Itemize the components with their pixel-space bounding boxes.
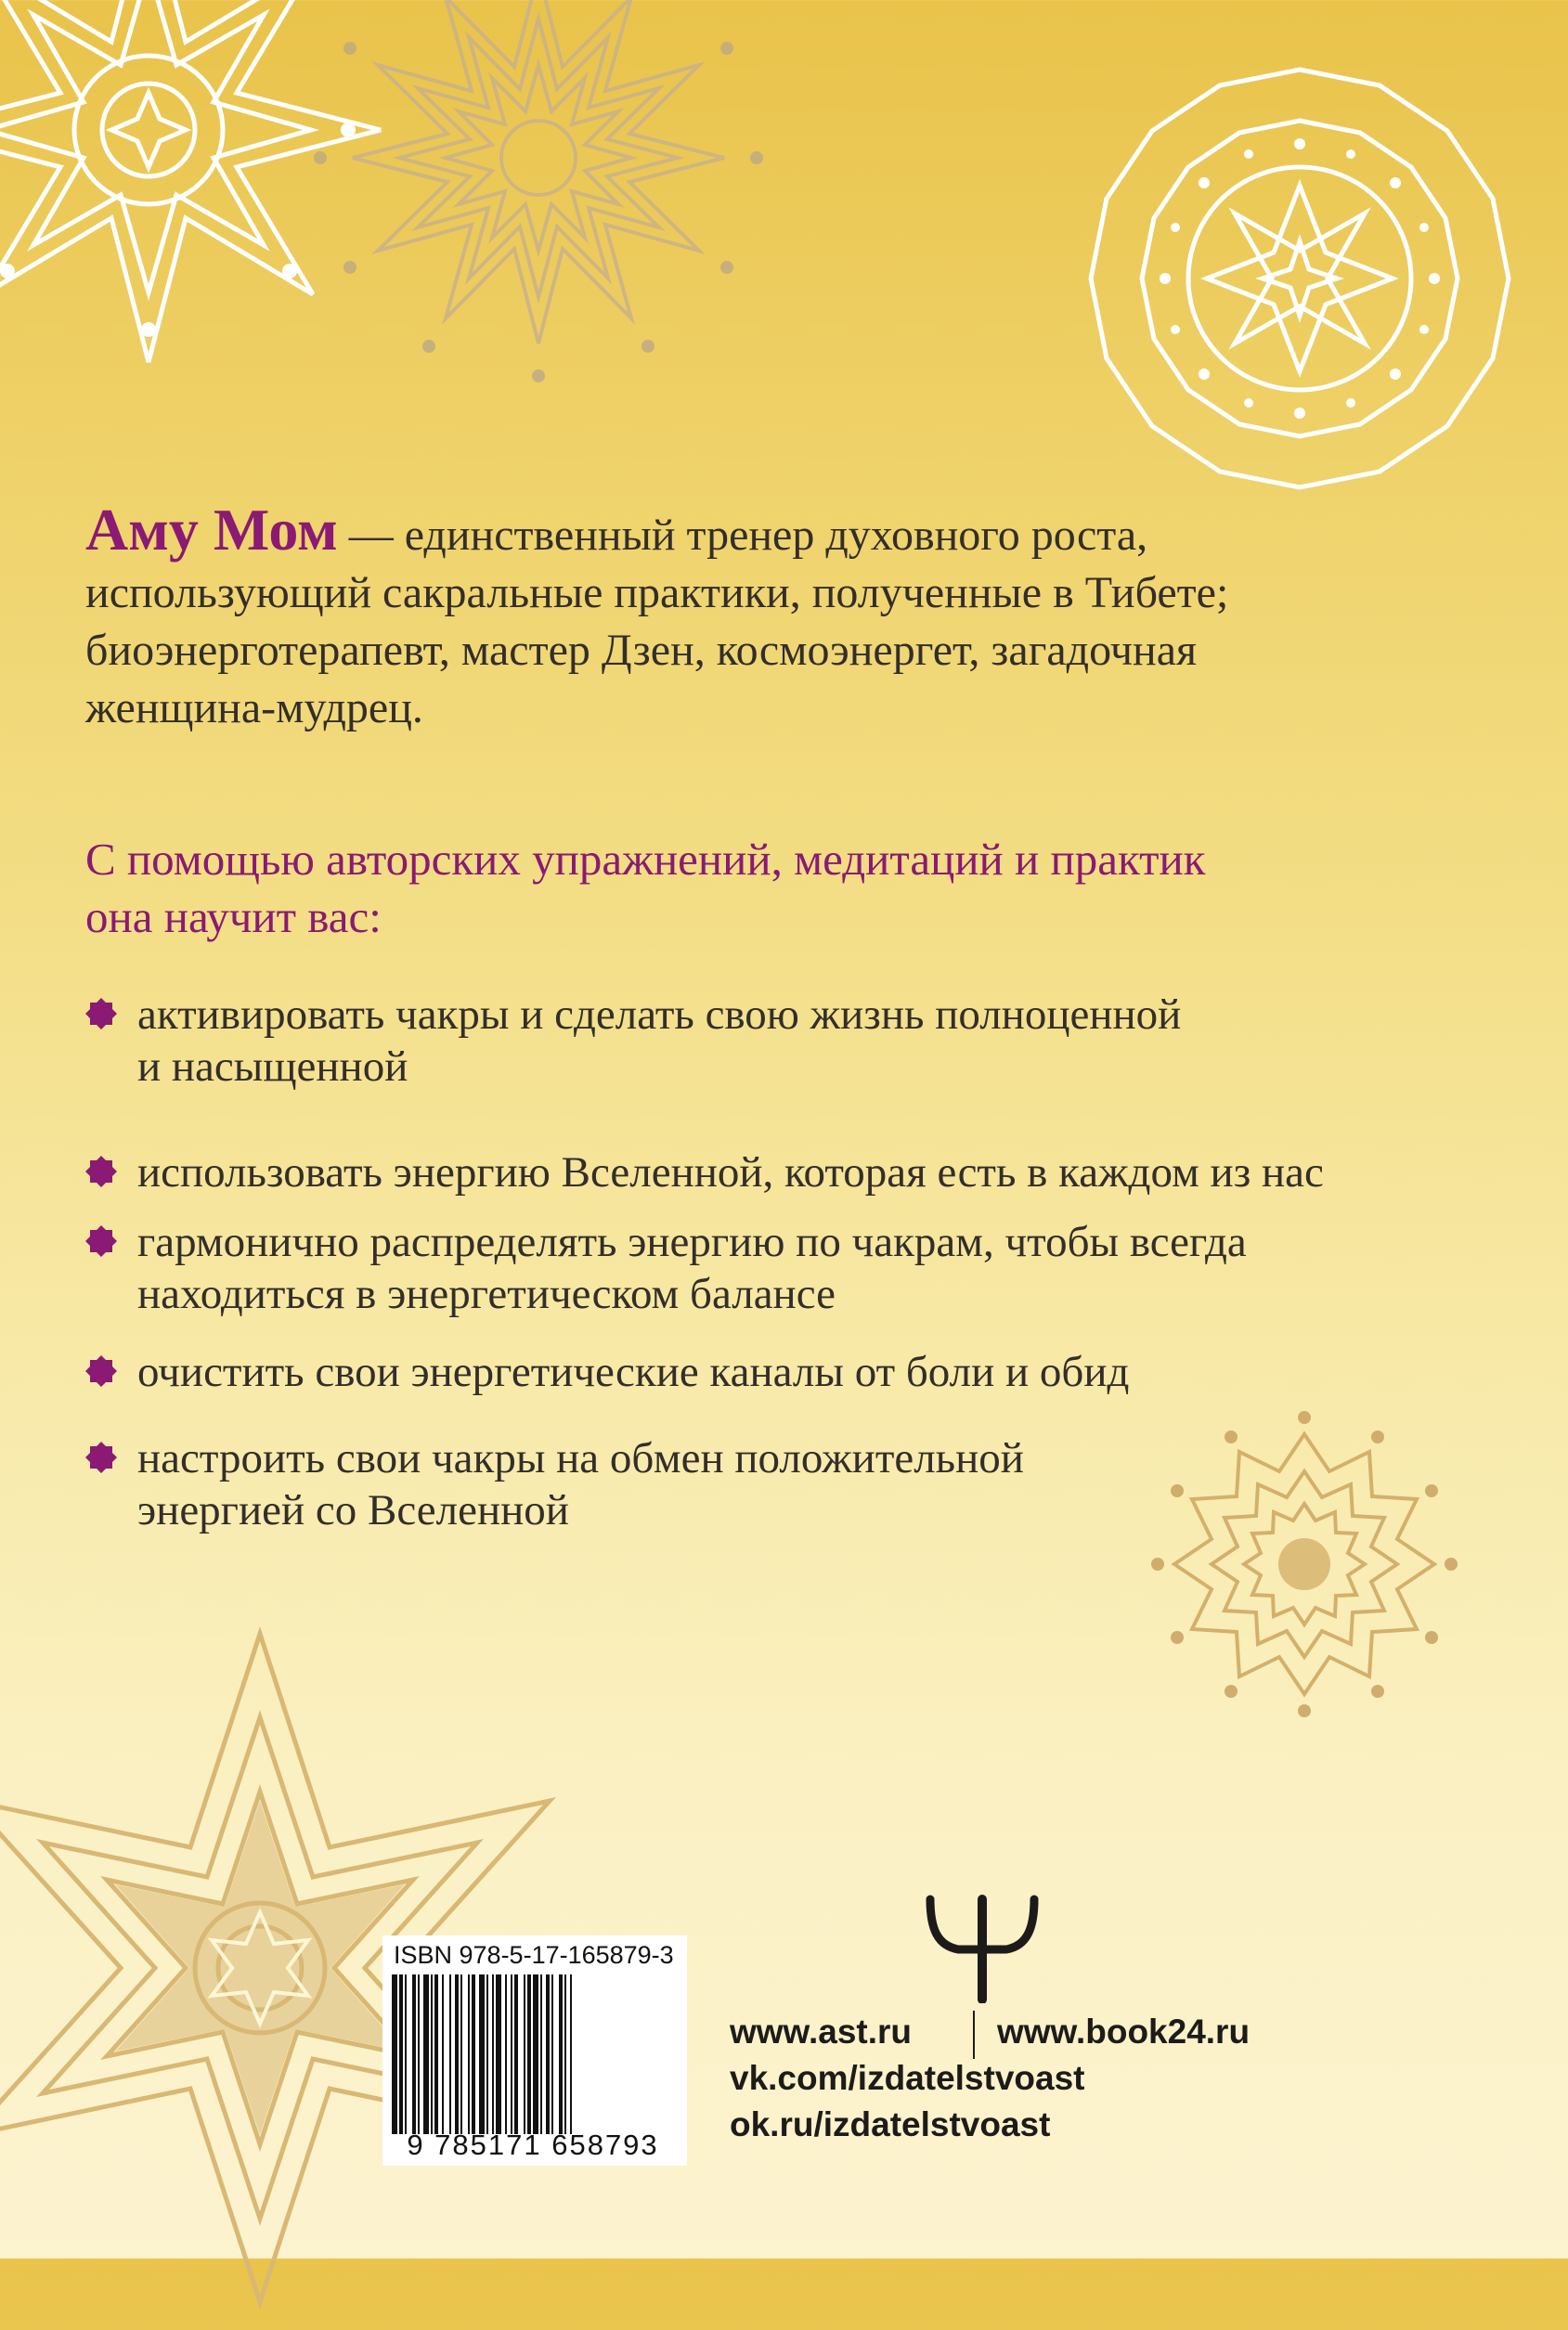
barcode-bars <box>392 1974 678 2134</box>
list-item <box>85 989 1511 1093</box>
list-item-line-1: активировать чакры и сделать свою жизнь полноценной <box>137 990 1182 1039</box>
lead-line-1: С помощью авторских упражнений, медитаций и практик <box>85 834 1206 885</box>
bullet-star-icon <box>85 1225 117 1257</box>
list-item-line-2: и насыщенной <box>137 1042 408 1091</box>
intro-line-4: женщина-мудрец. <box>85 683 423 732</box>
isbn-barcode <box>382 1935 687 2166</box>
link-ok[interactable]: ok.ru/izdatelstvoast <box>730 2105 1051 2143</box>
publisher-psi-logo <box>917 1892 1047 2003</box>
intro-line-1-text: единственный тренер духовного роста, <box>404 511 1148 560</box>
list-item-line-1: гармонично распределять энергию по чакрам, чтобы всегда <box>137 1218 1247 1266</box>
link-ast[interactable]: www.ast.ru <box>730 2013 913 2051</box>
intro-line-3: биоэнерготерапевт, мастер Дзен, космоэнергет, загадочная <box>85 626 1198 675</box>
bullet-star-icon <box>85 1442 117 1473</box>
lead-text <box>85 831 1497 946</box>
list-item-line-2: энергией со Вселенной <box>137 1486 569 1534</box>
bullet-star-icon <box>85 1156 117 1187</box>
intro-line-1 <box>85 497 1497 564</box>
author-name: Аму Мом <box>85 497 338 563</box>
lead-line-2: она научит вас: <box>85 891 382 942</box>
list-item <box>85 1346 1511 1398</box>
list-item <box>85 1216 1511 1320</box>
link-vk[interactable]: vk.com/izdatelstvoast <box>730 2059 1085 2097</box>
bullet-star-icon <box>85 1355 117 1387</box>
intro-dash: — <box>337 511 405 560</box>
list-item-line-1: настроить свои чакры на обмен положительной <box>137 1434 1024 1482</box>
list-item-line-1: использовать энергию Вселенной, которая есть в каждом из нас <box>137 1148 1324 1197</box>
mandala-top-right <box>1082 60 1518 497</box>
isbn-label: ISBN 978-5-17-165879-3 <box>394 1941 674 1969</box>
list-item-line-2: находиться в энергетическом балансе <box>137 1270 836 1318</box>
list-item-line-1: очистить свои энергетические каналы от боли и обид <box>137 1348 1130 1396</box>
list-item <box>85 1432 1511 1536</box>
intro-line-2: использующий сакральные практики, полученные в Тибете; <box>85 568 1229 617</box>
bullet-star-icon <box>85 998 117 1029</box>
barcode-digits: 9 785171 658793 <box>407 2129 659 2161</box>
link-divider <box>973 2011 975 2059</box>
link-book24[interactable]: www.book24.ru <box>997 2013 1251 2051</box>
mandala-top-center <box>297 0 780 399</box>
list-item <box>85 1146 1511 1198</box>
author-intro <box>85 497 1497 737</box>
